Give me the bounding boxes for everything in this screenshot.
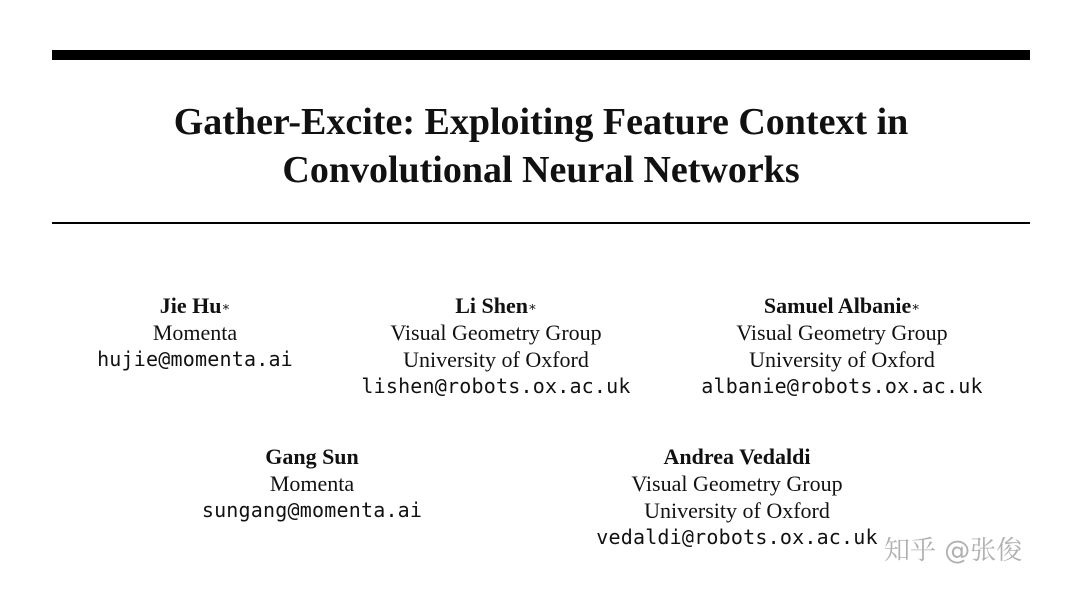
- author-email: lishen@robots.ox.ac.uk: [361, 374, 631, 398]
- author-block-jie-hu: [97, 292, 293, 373]
- author-block-gang-sun: [202, 443, 422, 524]
- author-name: Samuel Albanie∗: [763, 293, 921, 318]
- author-name: Li Shen∗: [455, 293, 537, 318]
- author-block-andrea-vedaldi: [596, 443, 878, 551]
- author-email: albanie@robots.ox.ac.uk: [701, 374, 983, 398]
- author-affiliation: University of Oxford: [644, 498, 830, 523]
- author-name: Gang Sun: [265, 444, 359, 469]
- author-affiliation: University of Oxford: [403, 347, 589, 372]
- author-name: Jie Hu∗: [159, 293, 231, 318]
- author-affiliation: University of Oxford: [749, 347, 935, 372]
- author-affiliation: Momenta: [152, 320, 238, 345]
- author-email: sungang@momenta.ai: [201, 498, 423, 522]
- watermark: 知乎 @张俊: [884, 536, 1023, 566]
- title-line-1: Gather-Excite: Exploiting Feature Context in: [173, 101, 909, 143]
- title-bottom-rule: [52, 222, 1030, 224]
- author-block-li-shen: [361, 292, 630, 400]
- author-affiliation: Visual Geometry Group: [631, 471, 843, 496]
- author-affiliation: Momenta: [269, 471, 355, 496]
- paper-title: [52, 98, 1030, 194]
- author-email: hujie@momenta.ai: [97, 347, 293, 371]
- author-affiliation: Visual Geometry Group: [736, 320, 948, 345]
- author-name: Andrea Vedaldi: [663, 444, 811, 469]
- author-block-samuel-albanie: [701, 292, 983, 400]
- top-rule: [52, 50, 1030, 60]
- author-affiliation: Visual Geometry Group: [390, 320, 602, 345]
- author-email: vedaldi@robots.ox.ac.uk: [596, 525, 878, 549]
- title-line-2: Convolutional Neural Networks: [282, 149, 800, 191]
